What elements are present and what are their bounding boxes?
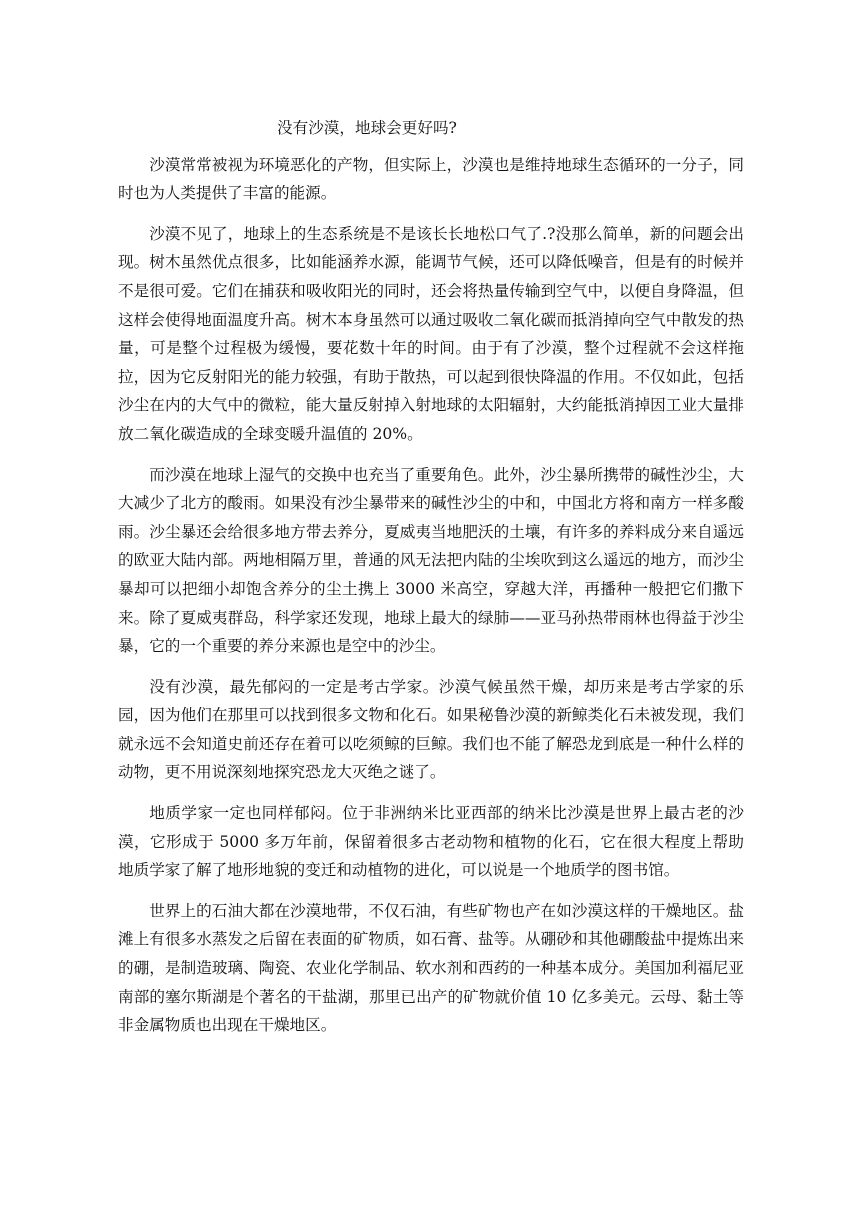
paragraph-4: 没有沙漠，最先郁闷的一定是考古学家。沙漠气候虽然干燥，却历来是考古学家的乐园，因为他们在那里可以找到很多文物和化石。如果秘鲁沙漠的新鲸类化石未被发现，我们就永远不会知道史前还存在着可以吃须鲸的巨鲸。我们也不能了解恐龙到底是一种什么样的动物，更不用说深刻地探究恐龙大灭绝之谜了。	[118, 677, 744, 782]
document-title: 没有沙漠，地球会更好吗?	[277, 119, 457, 137]
document-page	[118, 114, 744, 1052]
paragraph-1: 沙漠常常被视为环境恶化的产物，但实际上，沙漠也是维持地球生态循环的一分子，同时也为人类提供了丰富的能源。	[118, 155, 744, 203]
paragraph-5: 地质学家一定也同样郁闷。位于非洲纳米比亚西部的纳米比沙漠是世界上最古老的沙漠，它形成于 5000 多万年前，保留着很多古老动物和植物的化石，它在很大程度上帮助地质学家了解了地形地貌的变迁和动植物的进化，可以说是一个地质学的图书馆。	[118, 804, 744, 880]
paragraph-2: 沙漠不见了，地球上的生态系统是不是该长长地松口气了.?没那么简单，新的问题会出现。树木虽然优点很多，比如能涵养水源，能调节气候，还可以降低噪音，但是有的时候并不是很可爱。它们在捕获和吸收阳光的同时，还会将热量传输到空气中，以便自身降温，但这样会使得地面温度升高。树木本身虽然可以通过吸收二氧化碳而抵消掉向空气中散发的热量，可是整个过程极为缓慢，要花数十年的时间。由于有了沙漠，整个过程就不会这样拖拉，因为它反射阳光的能力较强，有助于散热，可以起到很快降温的作用。不仅如此，包括沙尘在内的大气中的微粒，能大量反射掉入射地球的太阳辐射，大约能抵消掉因工业大量排放二氧化碳造成的全球变暖升温值的 20%。	[118, 224, 744, 443]
paragraph-6: 世界上的石油大都在沙漠地带，不仅石油，有些矿物也产在如沙漠这样的干燥地区。盐滩上有很多水蒸发之后留在表面的矿物质，如石膏、盐等。从硼砂和其他硼酸盐中提炼出来的硼，是制造玻璃、陶瓷、农业化学制品、软水剂和西药的一种基本成分。美国加利福尼亚南部的塞尔斯湖是个著名的干盐湖，那里已出产的矿物就价值 10 亿多美元。云母、黏土等非金属物质也出现在干燥地区。	[118, 901, 744, 1035]
paragraph-3: 而沙漠在地球上湿气的交换中也充当了重要角色。此外，沙尘暴所携带的碱性沙尘，大大减少了北方的酸雨。如果没有沙尘暴带来的碱性沙尘的中和，中国北方将和南方一样多酸雨。沙尘暴还会给很多地方带去养分，夏威夷当地肥沃的土壤，有许多的养料成分来自遥远的欧亚大陆内部。两地相隔万里，普通的风无法把内陆的尘埃吹到这么遥远的地方，而沙尘暴却可以把细小却饱含养分的尘土携上 3000 米高空，穿越大洋，再播种一般把它们撒下来。除了夏威夷群岛，科学家还发现，地球上最大的绿肺——亚马孙热带雨林也得益于沙尘暴，它的一个重要的养分来源也是空中的沙尘。	[118, 465, 744, 656]
